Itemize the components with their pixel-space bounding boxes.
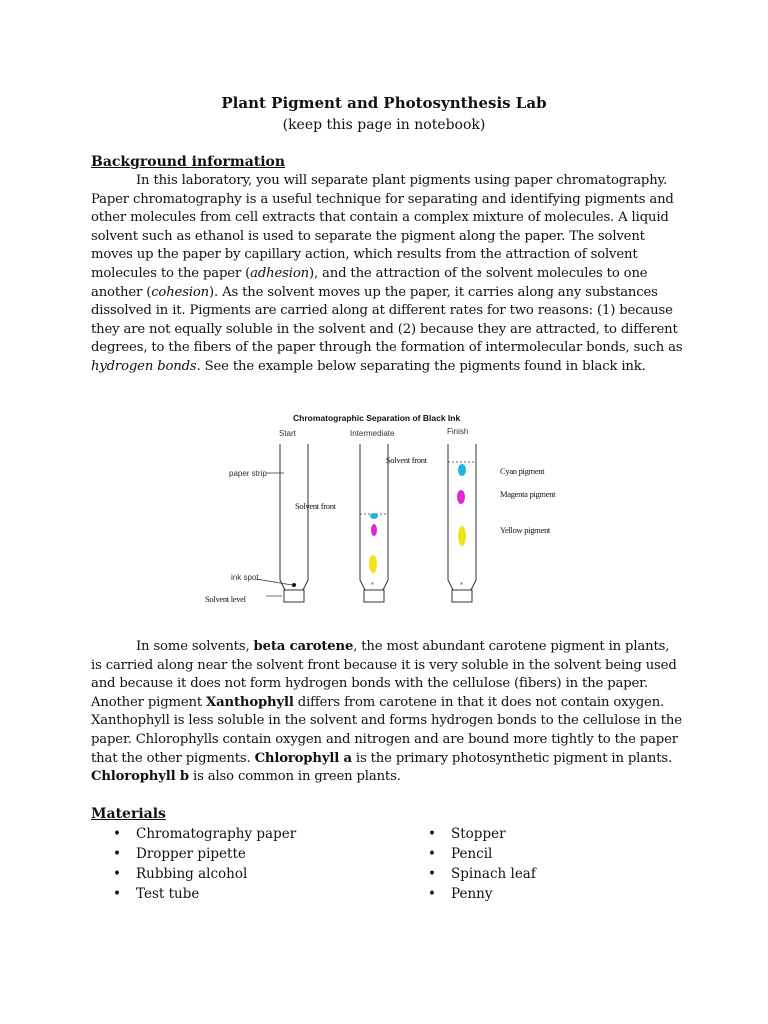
chlorophyll-a-term: Chlorophyll a [254, 750, 352, 766]
label-paper-strip: paper strip [229, 469, 267, 478]
adhesion-term: adhesion [250, 265, 309, 281]
background-heading: Background information [91, 154, 286, 170]
hydrogen-bonds-term: hydrogen bonds [91, 358, 197, 374]
label-finish: Finish [447, 427, 469, 436]
yellow-spot-intermediate [369, 555, 377, 573]
label-solvent-front-start: Solvent front [295, 501, 336, 511]
ink-spot-mark [292, 583, 296, 587]
page-subtitle: (keep this page in notebook) [282, 117, 486, 133]
label-cyan: Cyan pigment [500, 466, 545, 476]
pig-text-5: is also common in green plants. [189, 769, 401, 785]
list-item: • Spinach leaf [428, 864, 536, 884]
list-item: • Dropper pipette [113, 844, 296, 864]
pigments-paragraph [91, 638, 683, 787]
label-magenta: Magenta pigment [500, 489, 556, 499]
label-solvent-level: Solvent level [205, 594, 246, 604]
figure-title: Chromatographic Separation of Black Ink [293, 413, 461, 423]
magenta-spot-intermediate [371, 524, 377, 536]
list-item: • Test tube [113, 884, 296, 904]
materials-list-left [113, 824, 296, 904]
spot-mark-finish: * [460, 582, 463, 589]
label-ink-spot: ink spot [231, 573, 259, 582]
list-item: • Penny [428, 884, 536, 904]
pig-text-4: is the primary photosynthetic pigment in plants. [351, 750, 673, 766]
materials-heading: Materials [91, 806, 166, 822]
pig-text-2: , the most abundant carotene pigment in plants, is carried along near the solvent front because it is very soluble in the solvent being used and because it does not form hydrogen bonds with the cellulose (fibers) in the paper. Another pigment [91, 639, 677, 710]
xanthophyll-term: Xanthophyll [206, 694, 294, 710]
label-start: Start [279, 429, 296, 438]
cyan-spot-finish [458, 464, 466, 476]
tube-intermediate [360, 444, 388, 602]
pig-text-1: In some solvents, [136, 639, 254, 654]
list-item: • Stopper [428, 824, 536, 844]
label-yellow: Yellow pigment [500, 525, 550, 535]
beta-carotene-term: beta carotene [253, 639, 354, 654]
list-item: • Pencil [428, 844, 536, 864]
label-intermediate: Intermediate [350, 429, 395, 438]
ink-spot-arrow [256, 579, 292, 585]
list-item: • Rubbing alcohol [113, 864, 296, 884]
bg-text-2: ), and the attraction of the solvent molecules to one another ( [91, 265, 648, 300]
materials-list-right [428, 824, 536, 904]
tube-finish [448, 444, 476, 602]
bg-text-1: In this laboratory, you will separate plant pigments using paper chromatography. Paper chromatography is a useful technique for separating and identifying pigments and other molecules from cell extracts that contain a complex mixture of molecules. A liquid solvent such as ethanol is used to separate the pigment along the paper. The solvent moves up the paper by capillary action, which results from the attraction of solvent molecules to the paper ( [91, 173, 674, 281]
chromatography-figure [198, 408, 588, 613]
cohesion-term: cohesion [151, 284, 210, 300]
yellow-spot-finish [458, 526, 466, 546]
tube-start [280, 444, 308, 602]
spot-mark-intermediate: * [371, 582, 374, 589]
background-paragraph [91, 172, 683, 377]
page-title: Plant Pigment and Photosynthesis Lab [221, 94, 547, 112]
magenta-spot-finish [457, 490, 465, 504]
cyan-spot-intermediate [370, 513, 378, 519]
bg-text-4: . See the example below separating the pigments found in black ink. [196, 358, 646, 374]
list-item: • Chromatography paper [113, 824, 296, 844]
label-solvent-front-intermediate: Solvent front [386, 455, 427, 465]
chlorophyll-b-term: Chlorophyll b [91, 769, 189, 785]
pig-text-3: differs from carotene in that it does not contain oxygen. Xanthophyll is less soluble in the solvent and forms hydrogen bonds to the cellulose in the paper. Chlorophylls contain oxygen and nitrogen and are bound more tightly to the paper that the other pigments. [91, 694, 682, 766]
bg-text-3: ). As the solvent moves up the paper, it carries along any substances dissolved in it. Pigments are carried along at different rates for two reasons: (1) because they are not equally soluble in the solvent and (2) because they are attracted, to different degrees, to the fibers of the paper through the formation of intermolecular bonds, such as [91, 284, 683, 356]
